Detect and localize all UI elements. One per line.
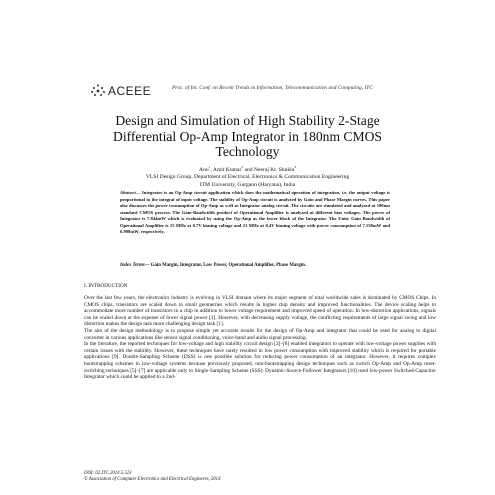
abstract-text: — Integrator is an Op-Amp circuit application which does the mathematical operation of integration, i.e. the output voltage is proportional to the integral of input voltage. The stability of Op-Amp circuit is analyzed by Gain and Phase Margin curves. This paper also discusses the power consumption of Op-Amp as well as Integrator analog circuit. The circuits are simulated and analyzed at 180nm standard CMOS process. The Gain-Bandwidth product of Operational Amplifier is analyzed at different bias voltages. The power of Integrator is 7.844mW which is evaluated by using the Op-Amp as the lower block of the Integrator. The Unity Gain Bandwidth of Operational Amplifier is 15 MHz at 0.7V biasing voltage and 21 MHz at 0.4V biasing voltage with power consumption of 7.158mW and 6.998mW, respectively.	[120, 190, 390, 234]
author-address: ITM University, Gurgaon (Haryana), India	[199, 181, 296, 188]
abstract-label: Abstract	[120, 190, 136, 195]
copyright-line: © Association of Computer Electronics and Electrical Engineers, 2014	[84, 477, 221, 483]
aceee-logo-icon	[90, 84, 106, 98]
paragraph: Over the last few years, the electronics industry is evolving in VLSI domain where its major segment of total worldwide sales is dominated by CMOS Chips. In CMOS chips, transistors are scaled down to small geometries which results in higher chip density and improved functionalities. The device scaling helps to accommodate more number of transistors in a chip in addition to lower voltage requirement and improved speed of operation. In low-distortion applications, signals can be scaled down at the expense of lower signal power [1]. However, with decreasing supply voltage, the conflicting requirements of large signal swing and low distortion makes the design task more challenging design task [1].	[84, 295, 436, 328]
page-header	[90, 84, 455, 104]
body-text	[84, 295, 436, 381]
index-terms-text: — Gain Margin, Integrator, Low Power, Operational Amplifier, Phase Margin.	[144, 263, 306, 268]
author-names: Anu$^1$, Amit Kumar$^2$ and Neeraj Kr. Shukla$^3$	[199, 165, 296, 173]
aceee-logo	[90, 84, 151, 98]
page-footer	[84, 471, 220, 484]
index-terms-label: Index Terms	[120, 263, 145, 268]
author-affiliation: VLSI Design Group, Department of Electrical, Electronics & Communication Engineering	[145, 174, 350, 181]
section-heading: I. INTRODUCTION	[84, 283, 128, 289]
logo-text: ACEEE	[108, 84, 152, 98]
paragraph: The aim of the design methodology is to propose simple yet accurate results for the design of Op-Amp and integrator that could be used for analog to digital converter in various applications like sensor signal conditioning, voice-band and audio signal processing.	[84, 327, 436, 341]
doi-line: DOI: 02.ITC.2014.5.523	[84, 471, 132, 476]
title-line-3: Technology	[215, 144, 280, 159]
index-terms	[120, 263, 390, 270]
authors-block	[0, 164, 495, 189]
title-line-1: Design and Simulation of High Stability 2-Stage	[115, 113, 380, 128]
abstract	[120, 190, 390, 236]
proceedings-line: Proc. of Int. Conf. on Recent Trends in Information, Telecommunication and Computing, ITC	[172, 85, 373, 91]
title-line-2: Differential Op-Amp Integrator in 180nm CMOS	[113, 128, 382, 144]
paper-title	[0, 113, 495, 160]
paragraph: In the literature, the reported techniques for low-voltage and high stability circuit design [2]–[8] enabled integrators to operate with low-voltage power supplies with certain issues with the stability. However, these techniques have rarely resulted in low power consumption with improved stability which is required for portable applications [9]. Double-Sampling Scheme (DSS) is one possible solution for reducing power consumption of an integrator. However, it requires complex bootstrapping schemes in low-voltage systems because previously proposed, non-bootstrapping design techniques such as switch Op-Amp and Op-Amp reset-switching techniques [5]–[7] are applicable only to Single-Sampling Scheme (SSS). Dynamic-Source-Follower Integrators [10] used low-power Switched-Capacitor Integrator which could be applied to a 2nd-	[84, 341, 436, 381]
